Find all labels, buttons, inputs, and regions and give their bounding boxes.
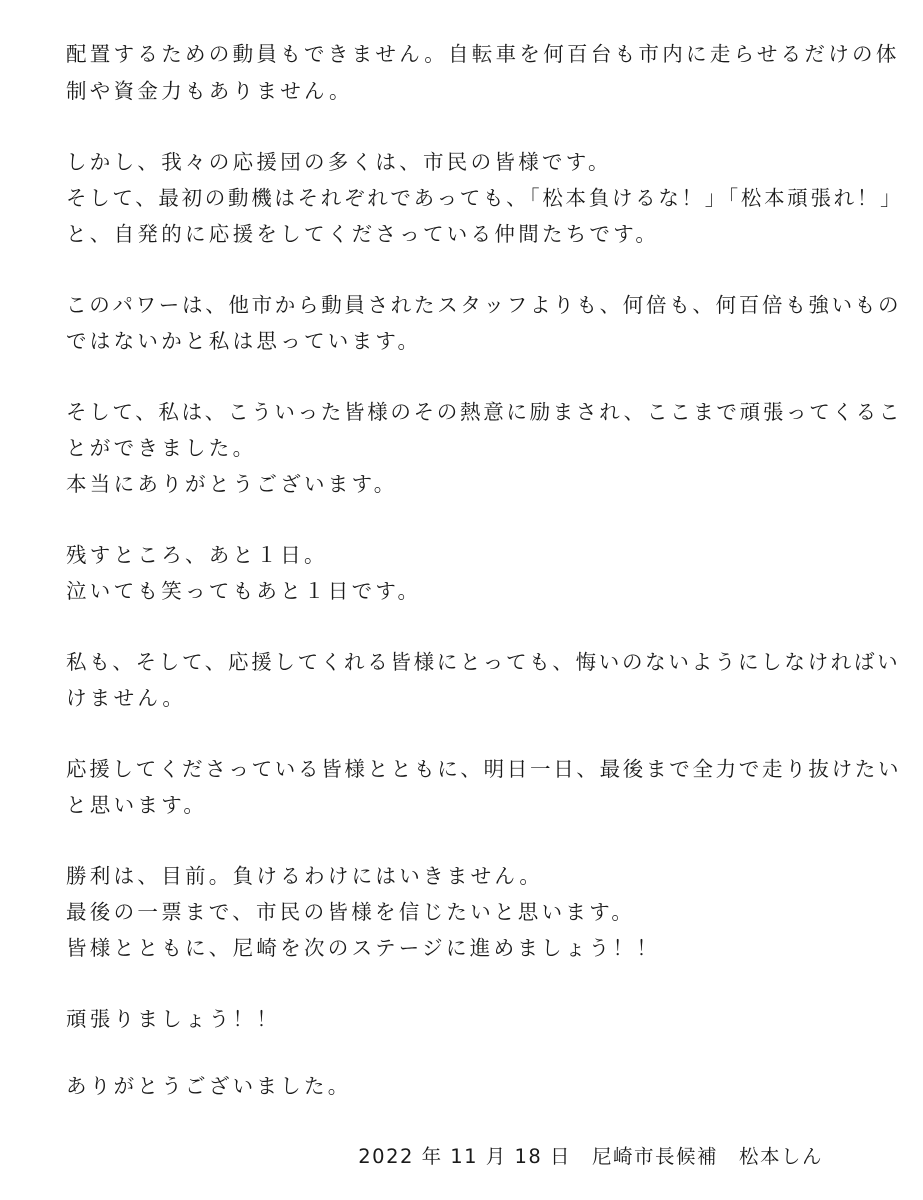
text-line-10: 本当にありがとうございます。 [66, 472, 398, 496]
text-line-19: 皆様とともに、尼崎を次のステージに進めましょう！！ [66, 936, 661, 960]
text-line-18: 最後の一票まで、市民の皆様を信じたいと思います。 [66, 900, 636, 924]
text-line-20: 頑張りましょう！！ [66, 1007, 281, 1031]
text-line-14: けません。 [66, 686, 187, 710]
text-line-12: 泣いても笑ってもあと１日です。 [66, 579, 422, 603]
text-line-21: ありがとうございました。 [66, 1074, 352, 1098]
text-line-5: と、自発的に応援をしてくださっている仲間たちです。 [66, 222, 660, 246]
text-line-16: と思います。 [66, 793, 208, 817]
text-line-11: 残すところ、あと１日。 [66, 543, 328, 567]
text-line-2: 制や資金力もありません。 [66, 79, 353, 103]
text-line-8: そして、私は、こういった皆様のその熱意に励まされ、ここまで頑張ってくるこ [66, 400, 903, 424]
text-line-4: そして、最初の動機はそれぞれであっても、「松本負けるな！」「松本頑張れ！」 [66, 186, 904, 210]
text-line-9: とができました。 [66, 436, 257, 460]
text-line-1: 配置するための動員もできません。自転車を何百台も市内に走らせるだけの体 [66, 42, 900, 66]
text-line-6: このパワーは、他市から動員されたスタッフよりも、何倍も、何百倍も強いもの [66, 293, 902, 317]
text-line-15: 応援してくださっている皆様とともに、明日一日、最後まで全力で走り抜けたい [66, 757, 902, 781]
text-line-17: 勝利は、目前。負けるわけにはいきません。 [66, 864, 544, 888]
text-line-3: しかし、我々の応援団の多くは、市民の皆様です。 [66, 150, 612, 174]
text-line-7: ではないかと私は思っています。 [66, 329, 422, 353]
signature-line: 2022 年 11 月 18 日 尼崎市長候補 松本しん [358, 1145, 823, 1168]
text-line-13: 私も、そして、応援してくれる皆様にとっても、悔いのないようにしなければい [66, 650, 901, 674]
